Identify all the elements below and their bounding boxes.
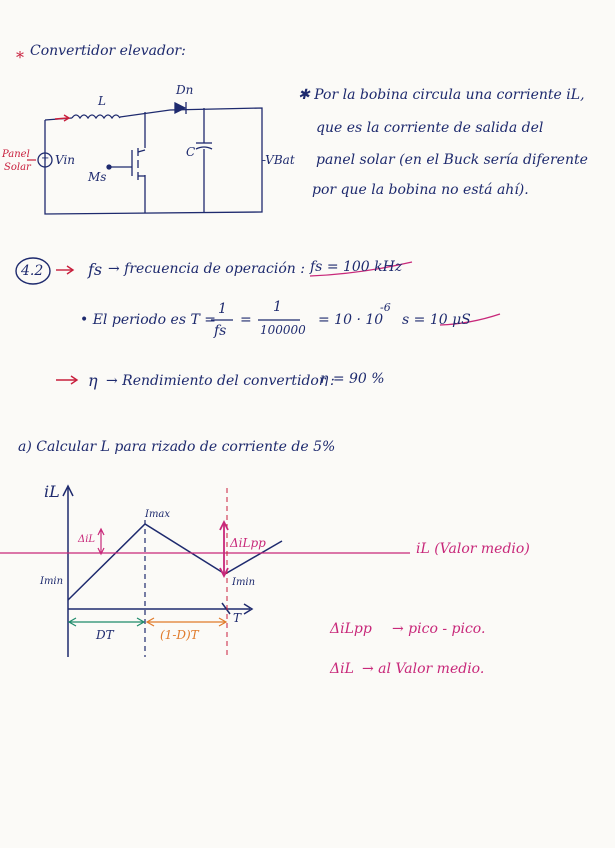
fs-symbol: fs [88, 260, 103, 279]
switch-label: Ms [88, 170, 107, 184]
legend-pp-desc: → pico - pico. [392, 621, 486, 637]
eta-value: η = 90 % [320, 371, 385, 387]
plus-sign-icon: + [41, 153, 50, 164]
legend-pp-symbol: ΔiLpp [330, 621, 372, 637]
page-title: Convertidor elevador: [30, 43, 186, 59]
delta-il-label: ΔiL [78, 534, 96, 545]
panel-label-2: Solar [4, 162, 31, 173]
delta-ilpp-label: ΔiLpp [230, 536, 266, 550]
legend-mv-symbol: ΔiL [330, 661, 354, 677]
imin-left-label: Imin [40, 576, 64, 587]
note-line-1: ✱ Por la bobina circula una corriente iL, [298, 87, 585, 103]
vin-label: Vin [55, 153, 76, 167]
eta-text: → Rendimiento del convertidor : [106, 373, 335, 389]
legend-mv-desc: → al Valor medio. [362, 661, 485, 677]
equals-sign: = [240, 312, 252, 328]
note-line-2: que es la corriente de salida del [316, 120, 544, 136]
question-a: a) Calcular L para rizado de corriente de 5% [18, 439, 336, 455]
title-bullet: * [16, 48, 24, 67]
one-minus-d-label: (1-D)T [160, 628, 199, 642]
t-label: T [233, 611, 242, 625]
mean-value-label: iL (Valor medio) [416, 541, 530, 557]
diode-label: Dn [176, 83, 194, 97]
frac1-den: fs [214, 323, 227, 339]
panel-label-1: Panel [2, 149, 30, 160]
imax-label: Imax [145, 509, 171, 520]
note-line-3: panel solar (en el Buck sería diferente [316, 152, 588, 168]
inductor-label: L [98, 94, 106, 108]
period-exp: -6 [380, 301, 391, 314]
section-number: 4.2 [21, 263, 44, 279]
fs-value: fs = 100 kHz [310, 259, 403, 275]
fs-text: → frecuencia de operación : [108, 261, 305, 277]
frac2-den: 100000 [260, 323, 306, 337]
period-rest: = 10 · 10 [318, 312, 384, 328]
vbat-label: -VBat [262, 153, 295, 167]
period-prefix: • El periodo es T = [80, 312, 216, 328]
period-unit: s = 10 μS [402, 312, 471, 328]
dt-label: DT [96, 628, 114, 642]
graph-y-label: iL [44, 482, 60, 501]
eta-symbol: η [88, 371, 98, 390]
capacitor-label: C [186, 145, 196, 159]
note-line-4: por que la bobina no está ahí). [312, 182, 529, 198]
imin-right-label: Imin [232, 577, 256, 588]
frac2-num: 1 [273, 299, 282, 315]
frac1-num: 1 [218, 301, 227, 317]
